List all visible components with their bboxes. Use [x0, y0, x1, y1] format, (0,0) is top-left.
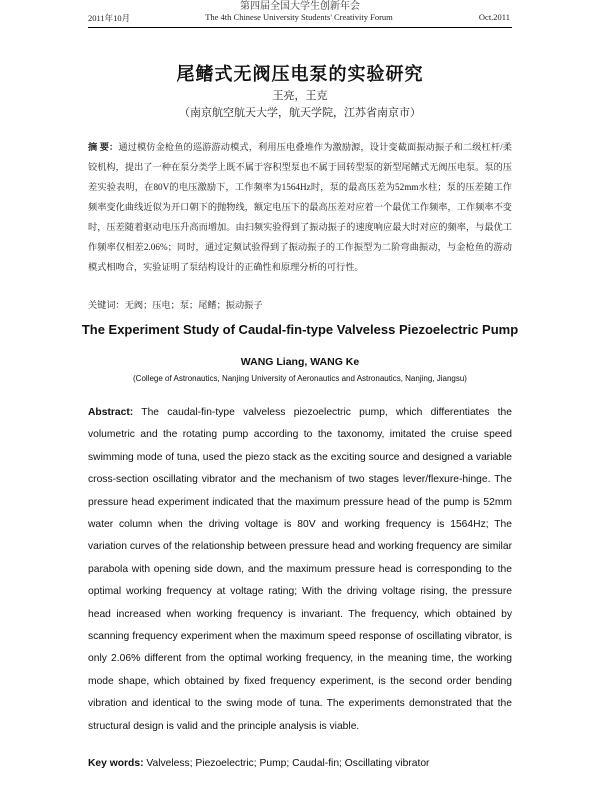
chinese-keywords — [88, 297, 512, 311]
english-keywords-label: Key words: — [88, 758, 144, 769]
header-date-english: Oct.2011 — [478, 12, 510, 22]
english-abstract-label: Abstract: — [88, 407, 134, 418]
header-divider — [88, 27, 512, 28]
chinese-abstract-label: 摘 要： — [88, 142, 119, 152]
english-title: The Experiment Study of Caudal-fin-type Valveless Piezoelectric Pump — [81, 322, 519, 337]
chinese-affiliation: （南京航空航天大学，航天学院，江苏省南京市） — [179, 107, 421, 119]
chinese-abstract — [88, 137, 512, 277]
running-header — [88, 12, 510, 26]
english-abstract — [88, 402, 512, 738]
english-abstract-text: The caudal-fin-type valveless piezoelectric pump, which differentiates the volumetric and the rotating pump according to the taxonomy, imitated the cruise speed swimming mode of tuna, used the piezo stack as the exciting source and designed a variable cross-section oscillating vibrator and the mechanism of two stages lever/flexure-hinge. The pressure head experiment indicated that the maximum pressure head of the pump is 52mm water column when the driving voltage is 80V and working frequency is 1564Hz; The variation curves of the relationship between pressure head and working frequency are similar parabola with opening side down, and the maximum pressure head is corresponding to the optimal working frequency at voltage rating; With the driving voltage rising, the pressure head increased when working frequency is invariant. The frequency, which obtained by scanning frequency experiment when the maximum speed response of oscillating vibrator, is only 2.06% different from the optimal working frequency, in the meaning time, the working mode shape, which obtained by fixed frequency experiment, is the second order bending vibration and identical to the swing mode of tuna. The experiments demonstrated that the structural design is valid and the principle analysis is viable. — [88, 407, 512, 732]
chinese-authors: 王亮，王克 — [272, 90, 328, 102]
chinese-keywords-label: 关键词： — [88, 300, 125, 310]
header-date-chinese: 2011年10月 — [88, 13, 131, 23]
english-authors: WANG Liang, WANG Ke — [240, 356, 360, 368]
running-header-chinese: 第四届全国大学生创新年会 — [240, 1, 360, 12]
chinese-keywords-text: 无阀；压电；泵；尾鳍；振动振子 — [124, 300, 263, 310]
header-conference-name: The 4th Chinese University Students' Creativity Forum — [205, 12, 393, 22]
chinese-title: 尾鳍式无阀压电泵的实验研究 — [176, 64, 424, 84]
chinese-abstract-text: 通过模仿金枪鱼的巡游游动模式，利用压电叠堆作为激励源，设计变截面振动振子和二级杠杆/柔铰机构，提出了一种在泵分类学上既不属于容积型泵也不属于回转型泵的新型尾鳍式无阀压电泵。泵的压差实验表明，在80V的电压激励下，工作频率为1564Hz时，泵的最高压差为52mm水柱；泵的压差随工作频率变化曲线近似为开口朝下的抛物线，额定电压下的最高压差对应着一个最优工作频率，工作频率不变时，压差随着驱动电压升高而增加。由扫频实验得到了振动振子的速度响应最大时对应的频率，与最优工作频率仅相差2.06%；同时，通过定频试验得到了振动振子的工作振型为二阶弯曲振动，与金枪鱼的游动模式相吻合，实验证明了泵结构设计的正确性和原理分析的可行性。 — [88, 142, 512, 272]
english-keywords-text: Valveless; Piezoelectric; Pump; Caudal-fin; Oscillating vibrator — [146, 758, 430, 769]
english-keywords — [88, 758, 512, 769]
english-affiliation: (College of Astronautics, Nanjing University of Aeronautics and Astronautics, Nanjing, Jiangsu) — [133, 374, 467, 383]
